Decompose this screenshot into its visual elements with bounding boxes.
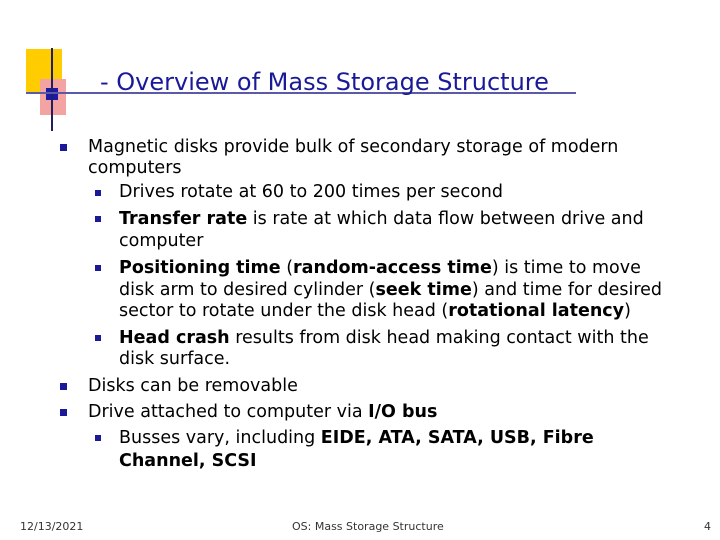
bold-term: rotational latency bbox=[448, 301, 625, 321]
text-span: ) and time for desired bbox=[471, 280, 663, 300]
subbullet-text bbox=[119, 257, 641, 279]
bold-term: Transfer rate bbox=[119, 209, 248, 229]
bullet-square-icon bbox=[60, 144, 67, 151]
subbullet-text bbox=[119, 450, 257, 472]
corner-vertical-line bbox=[51, 48, 53, 131]
text-span: sector to rotate under the disk head ( bbox=[119, 301, 449, 321]
bold-term: random-access time bbox=[293, 258, 492, 278]
bold-term: Head crash bbox=[119, 328, 230, 348]
text-span: results from disk head making contact with the bbox=[229, 328, 649, 348]
bullet-square-icon bbox=[95, 265, 101, 271]
subbullet-text: computer bbox=[119, 231, 204, 251]
footer-date: 12/13/2021 bbox=[20, 520, 84, 533]
subbullet-text bbox=[119, 208, 644, 230]
bullet-square-icon bbox=[60, 409, 67, 416]
bullet-text-line: Magnetic disks provide bulk of secondary storage of modern bbox=[88, 137, 619, 157]
bold-term: EIDE, ATA, SATA, USB, Fibre bbox=[320, 428, 594, 448]
footer-title: OS: Mass Storage Structure bbox=[292, 520, 444, 533]
bullet-square-icon bbox=[95, 435, 101, 441]
bold-term: seek time bbox=[375, 280, 472, 300]
text-span: ) is time to move bbox=[491, 258, 641, 278]
bullet-square-icon bbox=[95, 335, 101, 341]
text-span: ( bbox=[280, 258, 294, 278]
page-number: 4 bbox=[704, 520, 711, 533]
bold-term: Positioning time bbox=[119, 258, 281, 278]
bullet-square-icon bbox=[95, 216, 101, 222]
text-span: disk arm to desired cylinder ( bbox=[119, 280, 376, 300]
bullet-text-line: computers bbox=[88, 158, 182, 178]
subbullet-text bbox=[119, 327, 649, 349]
subbullet-text bbox=[119, 427, 594, 449]
subbullet-text: disk surface. bbox=[119, 349, 231, 369]
bullet-text-line bbox=[88, 401, 437, 423]
bullet-text-line: Disks can be removable bbox=[88, 376, 298, 396]
text-span: Busses vary, including bbox=[119, 428, 321, 448]
bold-term: I/O bus bbox=[368, 402, 438, 422]
subbullet-text bbox=[119, 279, 662, 301]
bullet-square-icon bbox=[95, 190, 101, 196]
text-span: Drive attached to computer via bbox=[88, 402, 369, 422]
text-span: ) bbox=[624, 301, 631, 321]
bold-term: Channel, SCSI bbox=[119, 451, 257, 471]
slide-title: - Overview of Mass Storage Structure bbox=[100, 68, 549, 96]
subbullet-text: Drives rotate at 60 to 200 times per second bbox=[119, 182, 503, 202]
text-span: is rate at which data flow between drive and bbox=[247, 209, 644, 229]
bullet-square-icon bbox=[60, 383, 67, 390]
subbullet-text bbox=[119, 300, 631, 322]
